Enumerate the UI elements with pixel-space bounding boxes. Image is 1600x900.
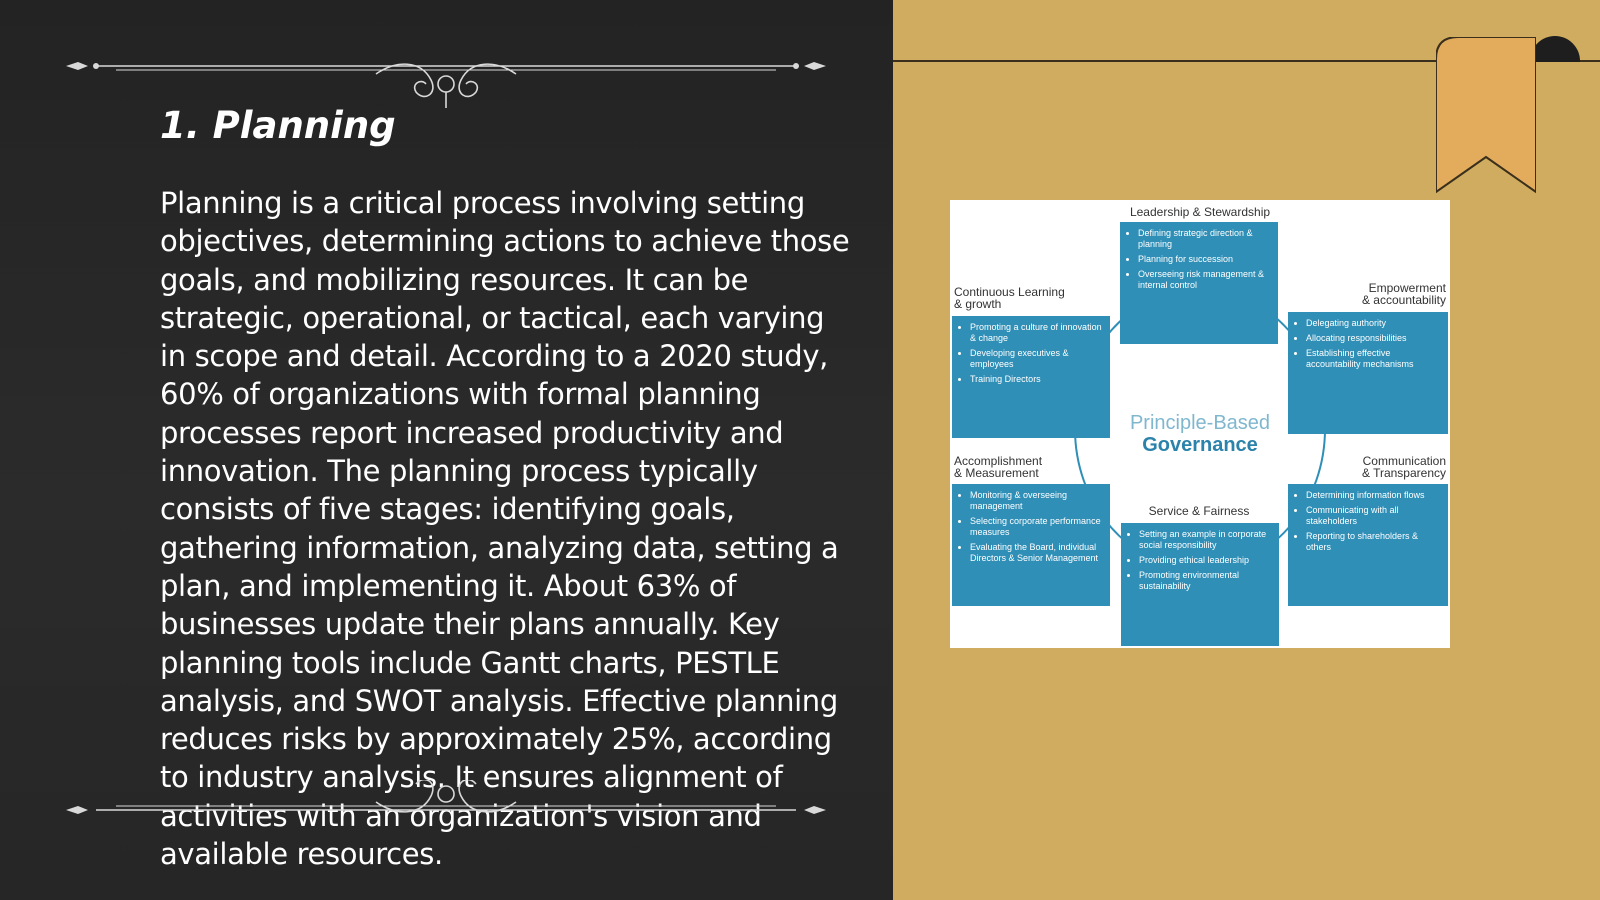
leadership-title: Leadership & Stewardship <box>1129 205 1271 219</box>
bottom-ornament-divider <box>66 780 826 840</box>
learning-title-line2: & growth <box>954 297 1002 311</box>
accomplishment-item: • Selecting corporate performance measures <box>970 516 1106 538</box>
slide-heading: 1. Planning <box>160 104 396 147</box>
empowerment-item: • Allocating responsibilities <box>1306 333 1444 344</box>
accomplishment-item: • Evaluating the Board, individual Directors & Senior Management <box>970 542 1106 564</box>
empowerment-box <box>1288 312 1448 434</box>
learning-title <box>954 286 1065 310</box>
leadership-item: • Defining strategic direction & planning <box>1138 228 1274 250</box>
service-item: • Providing ethical leadership <box>1139 555 1275 566</box>
empowerment-item: • Delegating authority <box>1306 318 1444 329</box>
accomplishment-title-line1: Accomplishment <box>954 454 1043 468</box>
empowerment-title <box>1362 282 1446 306</box>
accomplishment-item: • Monitoring & overseeing management <box>970 490 1106 512</box>
learning-item: • Developing executives & employees <box>970 348 1106 370</box>
service-box <box>1121 523 1279 646</box>
governance-diagram <box>950 200 1450 648</box>
accomplishment-title-line2: & Measurement <box>954 466 1039 480</box>
communication-title-line2: & Transparency <box>1361 466 1446 480</box>
slide-body-text: Planning is a critical process involving setting objectives, determining actions to achieve those goals, and mobilizing resources. It can be strategic, operational, or tactical, each varying in scope and detail. According to a 2020 study, 60% of organizations with formal planning processes report increased productivity and innovation. The planning process typically consists of five stages: identifying goals, gathering information, analyzing data, setting a plan, and implementing it. About 63% of businesses update their plans annually. Key planning tools include Gantt charts, PESTLE analysis, and SWOT analysis. Effective planning reduces risks by approximately 25%, according to industry analysis. It ensures alignment of activities with an organization's vision and available resources. <box>160 186 850 872</box>
top-ornament-divider <box>66 50 826 110</box>
communication-title <box>1362 455 1446 479</box>
leadership-item: • Planning for succession <box>1138 254 1274 265</box>
communication-title-line1: Communication <box>1362 454 1446 468</box>
diagram-center-line2: Governance <box>1142 434 1258 456</box>
learning-box <box>952 316 1110 438</box>
bookmark-tab <box>1530 36 1580 62</box>
leadership-item: • Overseeing risk management & internal control <box>1138 269 1274 291</box>
learning-item: • Training Directors <box>970 374 1106 385</box>
communication-item: • Determining information flows <box>1306 490 1444 501</box>
leadership-box <box>1120 222 1278 344</box>
empowerment-title-line1: Empowerment <box>1368 281 1446 295</box>
accomplishment-box <box>952 484 1110 606</box>
learning-title-line1: Continuous Learning <box>954 285 1065 299</box>
learning-item: • Promoting a culture of innovation & change <box>970 322 1106 344</box>
bookmark-ribbon-icon <box>1436 37 1536 197</box>
empowerment-item: • Establishing effective accountability mechanisms <box>1306 348 1444 370</box>
communication-box <box>1288 484 1448 606</box>
empowerment-title-line2: & accountability <box>1361 293 1446 307</box>
communication-item: • Communicating with all stakeholders <box>1306 505 1444 527</box>
service-item: • Setting an example in corporate social responsibility <box>1139 529 1275 551</box>
communication-item: • Reporting to shareholders & others <box>1306 531 1444 553</box>
accomplishment-title <box>954 455 1042 479</box>
service-title: Service & Fairness <box>1148 504 1250 518</box>
diagram-center-line1: Principle-Based <box>1129 412 1271 434</box>
service-item: • Promoting environmental sustainability <box>1139 570 1275 592</box>
